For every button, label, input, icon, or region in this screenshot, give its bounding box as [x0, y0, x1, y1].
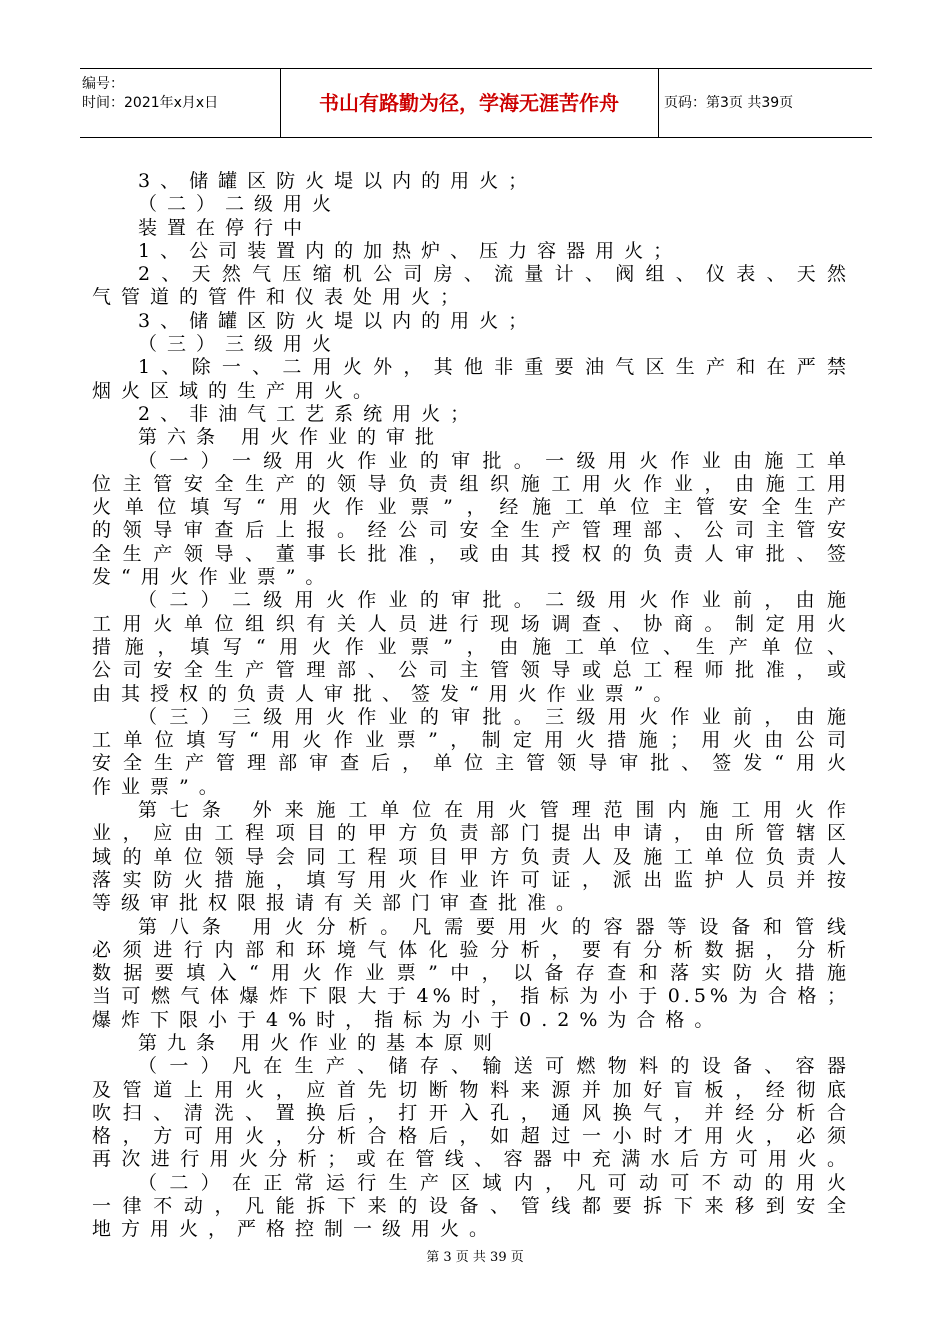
header-divider	[280, 69, 281, 137]
text-line: 公司安全生产管理部、公司主管领导或总工程师批准，或	[92, 659, 850, 682]
text-line: 第六条 用火作业的审批	[138, 426, 445, 449]
text-line: 2、天然气压缩机公司房、流量计、阀组、仪表、天然	[138, 263, 850, 286]
text-line: 作业票”。	[92, 775, 228, 798]
text-line: （二）二级用火作业的审批。二级用火作业前，由施	[138, 589, 850, 612]
text-line: （二）在正常运行生产区域内，凡可动可不动的用火	[138, 1171, 850, 1194]
text-line: 第七条 外来施工单位在用火管理范围内施工用火作	[138, 799, 850, 822]
text-line: 措施，填写“用火作业票”，由施工单位、生产单位、	[92, 635, 850, 658]
text-line: 1、公司装置内的加热炉、压力容器用火；	[138, 239, 683, 262]
text-line: 位主管安全生产的领导负责组织施工用火作业，由施工用	[92, 472, 850, 495]
text-line: 爆炸下限小于4%时，指标为小于0.2%为合格。	[92, 1008, 724, 1031]
document-body	[92, 170, 850, 1242]
text-line: 吹扫、清洗、置换后，打开入孔，通风换气，并经分析合	[92, 1101, 850, 1124]
text-line: 3、储罐区防火堤以内的用火；	[138, 170, 538, 192]
text-line: 再次进行用火分析；或在管线、容器中充满水后方可用火。	[92, 1148, 850, 1171]
text-line: 工单位填写“用火作业票”，制定用火措施；用火由公司	[92, 729, 850, 752]
text-line: 工用火单位组织有关人员进行现场调查、协商。制定用火	[92, 612, 850, 635]
text-line: 地方用火，严格控制一级用火。	[92, 1218, 499, 1241]
text-line: （二）二级用火	[138, 193, 342, 216]
header-meta	[82, 75, 278, 113]
text-line: 烟火区域的生产用火。	[92, 379, 383, 402]
text-line: 火单位填写“用火作业票”，经施工单位主管安全生产	[92, 496, 850, 519]
text-line: 数据要填入“用火作业票”中，以备存查和落实防火措施	[92, 962, 850, 985]
text-line: 一律不动，凡能拆下来的设备、管线都要拆下来移到安全	[92, 1195, 850, 1218]
text-line: （三）三级用火作业的审批。三级用火作业前，由施	[138, 705, 850, 728]
text-line: 必须进行内部和环境气体化验分析，要有分析数据，分析	[92, 938, 850, 961]
document-time-label: 时间：2021年x月x日	[82, 95, 219, 111]
text-line: 当可燃气体爆炸下限大于4%时，指标为小于0.5%为合格；	[92, 985, 850, 1008]
text-line: 业，应由工程项目的甲方负责部门提出申请，由所管辖区	[92, 822, 850, 845]
text-line: 域的单位领导会同工程项目甲方负责人及施工单位负责人	[92, 845, 850, 868]
text-line: 3、储罐区防火堤以内的用火；	[138, 309, 538, 332]
text-line: 安全生产管理部审查后，单位主管领导审批、签发“用火	[92, 752, 850, 775]
text-line: 由其授权的负责人审批、签发“用火作业票”。	[92, 682, 683, 705]
text-line: 装置在停行中	[138, 216, 313, 239]
text-line: 全生产领导、董事长批准，或由其授权的负责人审批、签	[92, 542, 850, 565]
text-line: （一）凡在生产、储存、输送可燃物料的设备、容器	[138, 1055, 850, 1078]
header-divider	[658, 69, 659, 137]
text-line: 1、除一、二用火外，其他非重要油气区生产和在严禁	[138, 356, 850, 379]
document-number-label: 编号：	[82, 76, 124, 92]
text-line: 2、非油气工艺系统用火；	[138, 402, 480, 425]
text-line: 发“用火作业票”。	[92, 566, 335, 589]
text-line: 第九条 用火作业的基本原则	[138, 1031, 503, 1054]
text-line: （三）三级用火	[138, 333, 342, 356]
text-line: 落实防火措施，填写用火作业许可证，派出监护人员并按	[92, 868, 850, 891]
header-page-number: 页码：第3页 共39页	[664, 95, 794, 111]
text-line: 及管道上用火，应首先切断物料来源并加好盲板，经彻底	[92, 1078, 850, 1101]
text-line: 气管道的管件和仪表处用火；	[92, 286, 470, 309]
page-header	[80, 68, 872, 138]
text-line: 的领导审查后上报。经公司安全生产管理部、公司主管安	[92, 519, 850, 542]
text-line: 等级审批权限报请有关部门审查批准。	[92, 892, 586, 915]
text-line: 第八条 用火分析。凡需要用火的容器等设备和管线	[138, 915, 850, 938]
header-motto: 书山有路勤为径，学海无涯苦作舟	[319, 91, 619, 115]
text-line: （一）一级用火作业的审批。一级用火作业由施工单	[138, 449, 850, 472]
page-footer: 第 3 页 共 39 页	[426, 1250, 524, 1265]
text-line: 格，方可用火，分析合格后，如超过一小时才用火，必须	[92, 1125, 850, 1148]
